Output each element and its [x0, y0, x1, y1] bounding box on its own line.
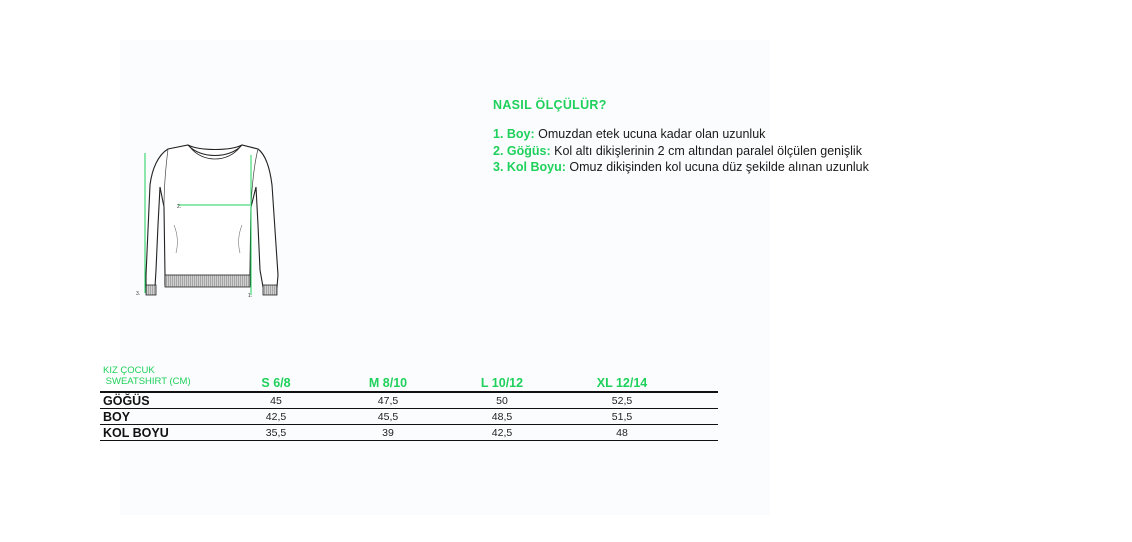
size-header-xl: XL 12/14: [596, 376, 648, 390]
measure-text: Omuzdan etek ucuna kadar olan uzunluk: [538, 127, 766, 141]
how-to-measure-section: [493, 98, 1093, 176]
table-cell: 39: [382, 427, 394, 439]
measure-item-gogus: [493, 143, 1093, 160]
table-cell: 48,5: [491, 411, 513, 423]
measure-text: Omuz dikişinden kol ucuna düz şekilde alınan uzunluk: [569, 160, 869, 174]
marker-2: 2.: [177, 204, 182, 210]
table-cell: 50: [496, 395, 508, 407]
size-header-s: S 6/8: [261, 376, 291, 390]
table-cell: 35,5: [265, 427, 287, 439]
table-cell: 51,5: [611, 411, 633, 423]
size-header-l: L 10/12: [480, 376, 524, 390]
table-cell: 42,5: [265, 411, 287, 423]
row-label: KOL BOYU: [103, 426, 169, 440]
sweatshirt-diagram: [130, 135, 290, 315]
how-to-measure-title: NASIL ÖLÇÜLÜR?: [493, 98, 607, 112]
row-label: GÖĞÜS: [103, 394, 150, 408]
table-cell: 42,5: [491, 427, 513, 439]
measure-item-kol-boyu: [493, 159, 1093, 176]
how-to-measure-list: [493, 126, 1093, 176]
row-label: BOY: [103, 410, 131, 424]
size-table-header: [100, 363, 718, 391]
table-cell: 45: [270, 395, 282, 407]
marker-3: 3.: [136, 291, 141, 297]
table-cell: 52,5: [611, 395, 633, 407]
table-cell: 47,5: [377, 395, 399, 407]
size-table: [100, 363, 718, 441]
measure-item-boy: [493, 126, 1093, 143]
table-row: [100, 409, 718, 425]
table-cell: 48: [616, 427, 628, 439]
table-row: [100, 425, 718, 441]
measure-key: 2. Göğüs:: [493, 143, 551, 158]
marker-1: 1.: [248, 293, 253, 299]
hem-rib: [165, 275, 250, 287]
size-table-title: KIZ ÇOCUK SWEATSHIRT (CM): [103, 365, 191, 387]
size-header-m: M 8/10: [368, 376, 408, 390]
table-row: [100, 393, 718, 409]
table-cell: 45,5: [377, 411, 399, 423]
measure-text: Kol altı dikişlerinin 2 cm altından paralel ölçülen genişlik: [554, 143, 862, 158]
measure-key: 3. Kol Boyu:: [493, 160, 566, 174]
measure-key: 1. Boy:: [493, 127, 535, 141]
